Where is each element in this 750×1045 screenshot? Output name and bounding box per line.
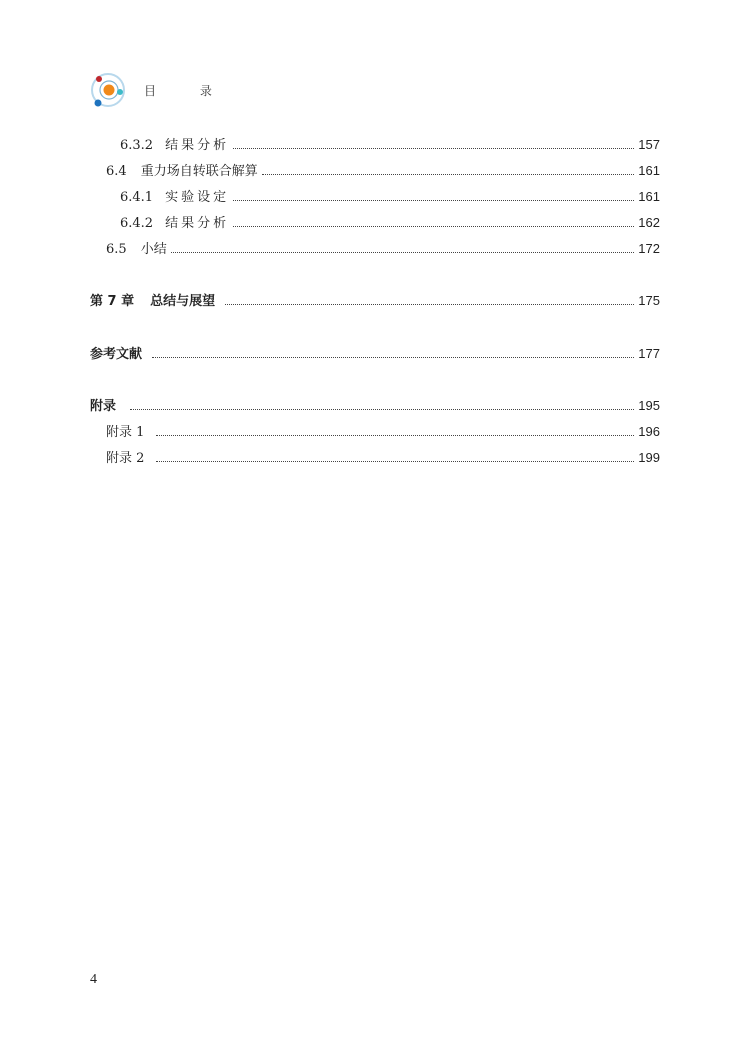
toc-entry-appendix-1[interactable] [106, 424, 660, 441]
toc-title: 总结与展望 [150, 294, 216, 309]
toc-entry-chapter-7[interactable] [90, 293, 660, 310]
toc-title: 附录 1 [106, 425, 145, 440]
toc-number: 6.5 [106, 242, 127, 257]
toc-number: 6.4.2 [120, 216, 154, 231]
page-number: 4 [90, 972, 97, 987]
toc-entry-6-5[interactable] [106, 241, 660, 258]
toc-page: 199 [638, 450, 660, 465]
toc-title: 参考文献 [90, 347, 143, 362]
toc-page: 157 [638, 137, 660, 152]
dot-leader [156, 434, 634, 436]
toc-title: 实验设定 [165, 190, 230, 205]
toc-title: 结果分析 [165, 216, 230, 231]
toc-entry-6-4-2[interactable] [120, 215, 660, 232]
dot-leader [233, 147, 634, 149]
dot-leader [262, 173, 635, 175]
toc-number: 第 7 章 [90, 294, 135, 309]
toc-page: 161 [638, 163, 660, 178]
toc-entry-appendix[interactable] [90, 398, 660, 415]
dot-leader [233, 199, 634, 201]
toc-page: 162 [638, 215, 660, 230]
orbit-logo-icon [88, 70, 128, 110]
dot-leader [225, 303, 634, 305]
toc-title: 附录 2 [106, 451, 145, 466]
toc-number: 6.4.1 [120, 190, 154, 205]
toc-page: 172 [638, 241, 660, 256]
toc-entry-6-3-2[interactable] [120, 137, 660, 154]
toc-title: 重力场自转联合解算 [140, 164, 258, 179]
toc-page: 175 [638, 293, 660, 308]
toc-page: 177 [638, 346, 660, 361]
dot-leader [152, 356, 634, 358]
toc-entry-appendix-2[interactable] [106, 450, 660, 467]
toc-entry-6-4-1[interactable] [120, 189, 660, 206]
toc-title: 附录 [90, 399, 117, 414]
toc-number: 6.4 [106, 164, 127, 179]
toc-page: 196 [638, 424, 660, 439]
toc-page: 161 [638, 189, 660, 204]
toc-entry-6-4[interactable] [106, 163, 660, 180]
toc-page: 195 [638, 398, 660, 413]
dot-leader [130, 408, 634, 410]
toc-title: 结果分析 [165, 138, 230, 153]
running-header [88, 70, 232, 110]
dot-leader [156, 460, 634, 462]
dot-leader [171, 251, 635, 253]
toc-entry-references[interactable] [90, 346, 660, 363]
header-title: 目 录 [144, 83, 232, 98]
dot-leader [233, 225, 634, 227]
toc-number: 6.3.2 [120, 138, 154, 153]
toc-title: 小结 [140, 242, 167, 257]
